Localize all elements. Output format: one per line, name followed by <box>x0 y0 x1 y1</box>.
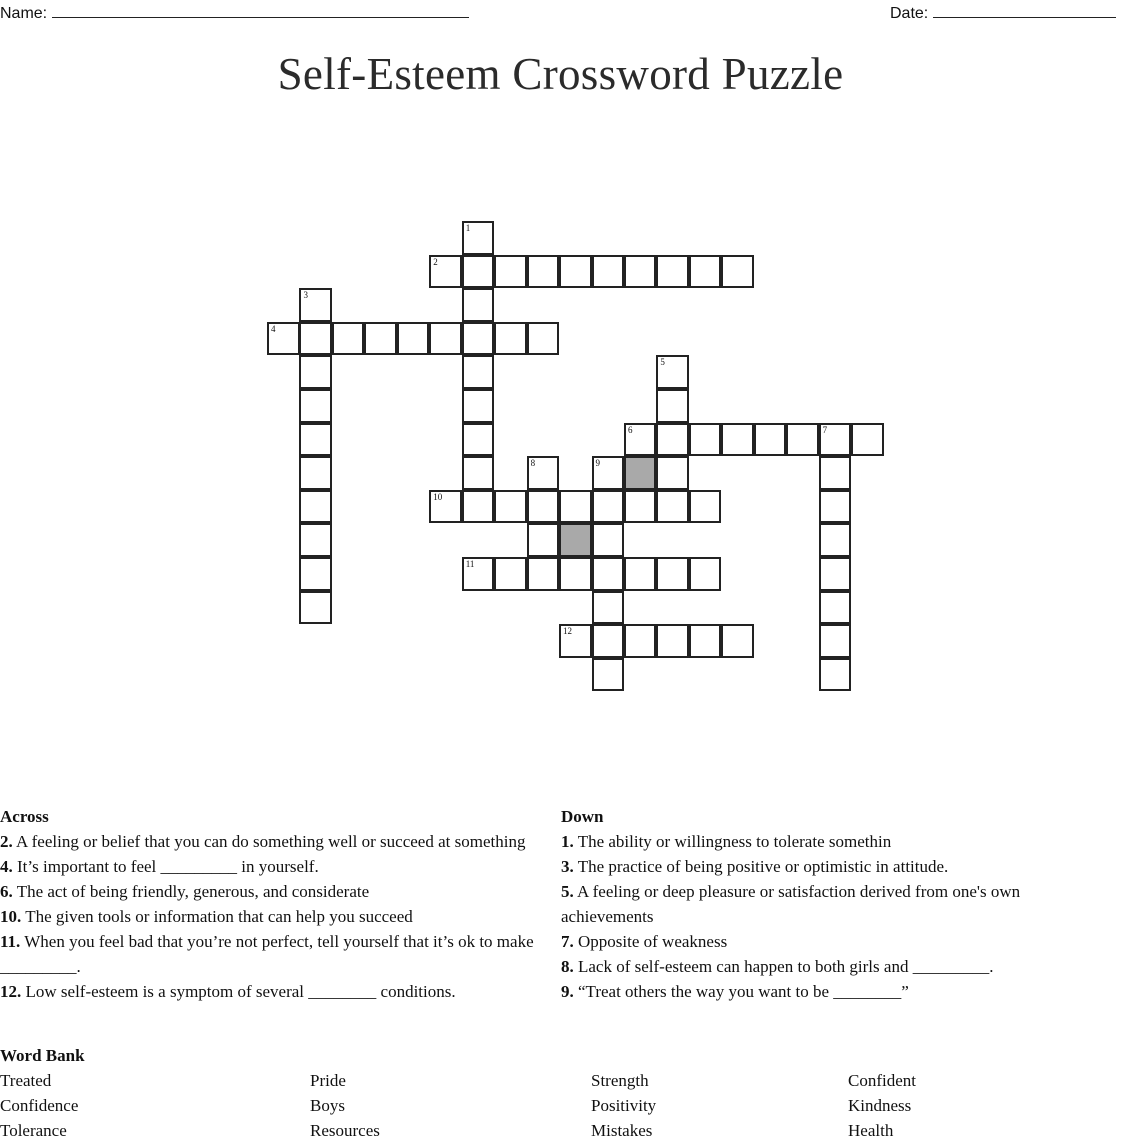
clue-number: 10 <box>433 491 443 502</box>
grid-cell[interactable] <box>592 557 625 591</box>
grid-cell[interactable] <box>689 490 722 524</box>
clue-number: 6 <box>627 424 633 435</box>
grid-cell[interactable] <box>299 591 332 625</box>
word-bank-item: Confidence <box>0 1096 79 1115</box>
name-field <box>0 3 469 23</box>
grid-cell[interactable] <box>299 423 332 457</box>
grid-cell[interactable] <box>592 591 625 625</box>
word-bank-item: Resources <box>310 1121 380 1140</box>
grid-cell[interactable] <box>364 322 397 356</box>
grid-cell[interactable] <box>624 624 657 658</box>
grid-cell[interactable] <box>592 456 625 490</box>
word-bank-item: Mistakes <box>591 1121 653 1140</box>
grid-cell[interactable] <box>397 322 430 356</box>
grid-cell[interactable] <box>689 255 722 289</box>
across-clue <box>0 929 555 979</box>
clue-text: The given tools or information that can help you succeed <box>21 907 413 926</box>
word-bank-item: Confident <box>848 1071 916 1090</box>
grid-cell[interactable] <box>462 557 495 591</box>
grid-cell[interactable] <box>656 355 689 389</box>
clue-number: 7 <box>822 424 828 435</box>
grid-cell[interactable] <box>462 322 495 356</box>
word-bank-heading: Word Bank <box>0 1046 85 1065</box>
grid-cell[interactable] <box>819 456 852 490</box>
grid-cell[interactable] <box>656 624 689 658</box>
clue-number-label: 2. <box>0 832 13 851</box>
grid-cell[interactable] <box>721 255 754 289</box>
grid-cell[interactable] <box>299 523 332 557</box>
shaded-cell <box>559 523 592 557</box>
word-bank-item: Treated <box>0 1071 52 1090</box>
clue-text: When you feel bad that you’re not perfect, tell yourself that it’s ok to make _________. <box>0 932 534 976</box>
grid-cell[interactable] <box>656 456 689 490</box>
clue-number: 1 <box>465 223 471 233</box>
across-heading: Across <box>0 807 49 826</box>
grid-cell[interactable] <box>592 490 625 524</box>
grid-cell[interactable] <box>786 423 819 457</box>
name-line <box>52 3 469 18</box>
grid-cell[interactable] <box>527 322 560 356</box>
word-bank-item: Health <box>848 1121 894 1140</box>
grid-cell[interactable] <box>527 255 560 289</box>
grid-cell[interactable] <box>462 221 495 255</box>
grid-cell[interactable] <box>462 355 495 389</box>
grid-cell[interactable] <box>462 389 495 423</box>
clue-text: It’s important to feel _________ in yourself. <box>12 857 319 876</box>
clue-number: 3 <box>303 290 308 301</box>
clue-number: 8 <box>530 458 536 469</box>
grid-cell[interactable] <box>462 456 495 490</box>
grid-cell[interactable] <box>624 557 657 591</box>
clue-number: 11 <box>465 559 475 569</box>
grid-cell[interactable] <box>299 355 332 389</box>
grid-cell[interactable] <box>559 255 592 289</box>
word-bank-item: Positivity <box>591 1096 657 1115</box>
down-clue <box>561 929 1101 954</box>
grid-cell[interactable] <box>656 423 689 457</box>
grid-cell[interactable] <box>494 490 527 524</box>
word-bank-item: Strength <box>591 1071 649 1090</box>
grid-cell[interactable] <box>429 322 462 356</box>
down-clue <box>561 879 1101 929</box>
grid-cell[interactable] <box>819 423 852 457</box>
grid-cell[interactable] <box>819 490 852 524</box>
down-clue-list <box>561 829 1101 1004</box>
clue-text: “Treat others the way you want to be ________” <box>573 982 909 1001</box>
down-clue <box>561 979 1101 1004</box>
clue-number-label: 1. <box>561 832 574 851</box>
grid-cell[interactable] <box>754 423 787 457</box>
grid-cell[interactable] <box>592 523 625 557</box>
clue-number: 12 <box>563 626 573 637</box>
clue-number: 5 <box>660 357 665 368</box>
date-label: Date: <box>890 5 929 22</box>
grid-cell[interactable] <box>689 423 722 457</box>
grid-cell[interactable] <box>494 557 527 591</box>
across-clue <box>0 979 555 1004</box>
grid-cell[interactable] <box>527 523 560 557</box>
across-clue <box>0 904 555 929</box>
grid-cell[interactable] <box>656 490 689 524</box>
clue-number-label: 12. <box>0 982 22 1001</box>
word-bank-item: Kindness <box>848 1096 912 1115</box>
grid-cell[interactable] <box>462 490 495 524</box>
grid-cell[interactable] <box>299 288 332 322</box>
grid-cell[interactable] <box>721 624 754 658</box>
grid-cell[interactable] <box>819 624 852 658</box>
grid-cell[interactable] <box>267 322 300 356</box>
grid-cell[interactable] <box>527 456 560 490</box>
word-bank-item: Pride <box>310 1071 346 1090</box>
grid-cell[interactable] <box>656 557 689 591</box>
grid-cell[interactable] <box>559 490 592 524</box>
clue-text: Lack of self-esteem can happen to both girls and _________. <box>573 957 994 976</box>
across-clue <box>0 854 555 879</box>
grid-cell[interactable] <box>592 658 625 692</box>
grid-cell[interactable] <box>656 389 689 423</box>
clue-number: 9 <box>595 458 600 469</box>
grid-cell[interactable] <box>462 255 495 289</box>
grid-cell[interactable] <box>819 658 852 692</box>
word-bank-item: Tolerance <box>0 1121 67 1140</box>
date-field <box>890 3 1116 23</box>
grid-cell[interactable] <box>656 255 689 289</box>
down-clue <box>561 854 1101 879</box>
clue-number-label: 8. <box>561 957 574 976</box>
date-line <box>933 3 1116 18</box>
clue-number: 4 <box>271 323 276 334</box>
grid-cell[interactable] <box>299 456 332 490</box>
across-clue <box>0 829 555 854</box>
name-label: Name: <box>0 5 48 22</box>
clue-number-label: 11. <box>0 932 21 951</box>
grid-cell[interactable] <box>851 423 884 457</box>
grid-cell[interactable] <box>819 557 852 591</box>
grid-cell[interactable] <box>527 557 560 591</box>
grid-cell[interactable] <box>494 322 527 356</box>
across-clue-list <box>0 829 555 1004</box>
grid-cell[interactable] <box>689 557 722 591</box>
clue-number: 2 <box>433 256 438 267</box>
clue-text: The practice of being positive or optimistic in attitude. <box>573 857 949 876</box>
shaded-cell <box>624 456 657 490</box>
clue-text: A feeling or belief that you can do something well or succeed at something <box>12 832 526 851</box>
grid-cell[interactable] <box>299 322 332 356</box>
clue-number-label: 3. <box>561 857 574 876</box>
grid-cell[interactable] <box>624 490 657 524</box>
clue-text: Opposite of weakness <box>573 932 728 951</box>
clue-number-label: 4. <box>0 857 13 876</box>
clue-text: The ability or willingness to tolerate somethin <box>573 832 892 851</box>
grid-cell[interactable] <box>559 624 592 658</box>
grid-cell[interactable] <box>429 255 462 289</box>
grid-cell[interactable] <box>721 423 754 457</box>
down-clue <box>561 829 1101 854</box>
grid-cell[interactable] <box>462 423 495 457</box>
word-bank-item: Boys <box>310 1096 345 1115</box>
grid-cell[interactable] <box>332 322 365 356</box>
down-heading: Down <box>561 807 604 826</box>
grid-cell[interactable] <box>819 523 852 557</box>
grid-cell[interactable] <box>462 288 495 322</box>
grid-cell[interactable] <box>689 624 722 658</box>
clue-number-label: 9. <box>561 982 574 1001</box>
grid-cell[interactable] <box>299 557 332 591</box>
grid-cell[interactable] <box>299 389 332 423</box>
clue-text: A feeling or deep pleasure or satisfaction derived from one's own achievements <box>561 882 1021 926</box>
grid-cell[interactable] <box>819 591 852 625</box>
across-clue <box>0 879 555 904</box>
down-clue <box>561 954 1101 979</box>
clue-number-label: 6. <box>0 882 13 901</box>
grid-cell[interactable] <box>592 255 625 289</box>
grid-cell[interactable] <box>494 255 527 289</box>
page-title: Self-Esteem Crossword Puzzle <box>277 49 844 99</box>
down-clues <box>561 804 1101 1004</box>
grid-cell[interactable] <box>299 490 332 524</box>
clue-text: The act of being friendly, generous, and considerate <box>12 882 370 901</box>
grid-cell[interactable] <box>429 490 462 524</box>
clue-number-label: 10. <box>0 907 22 926</box>
clue-number-label: 5. <box>561 882 574 901</box>
grid-cell[interactable] <box>592 624 625 658</box>
clue-text: Low self-esteem is a symptom of several ________ conditions. <box>21 982 456 1001</box>
clue-number-label: 7. <box>561 932 574 951</box>
grid-cell[interactable] <box>624 423 657 457</box>
grid-cell[interactable] <box>559 557 592 591</box>
grid-cell[interactable] <box>624 255 657 289</box>
grid-cell[interactable] <box>527 490 560 524</box>
across-clues <box>0 804 555 1004</box>
